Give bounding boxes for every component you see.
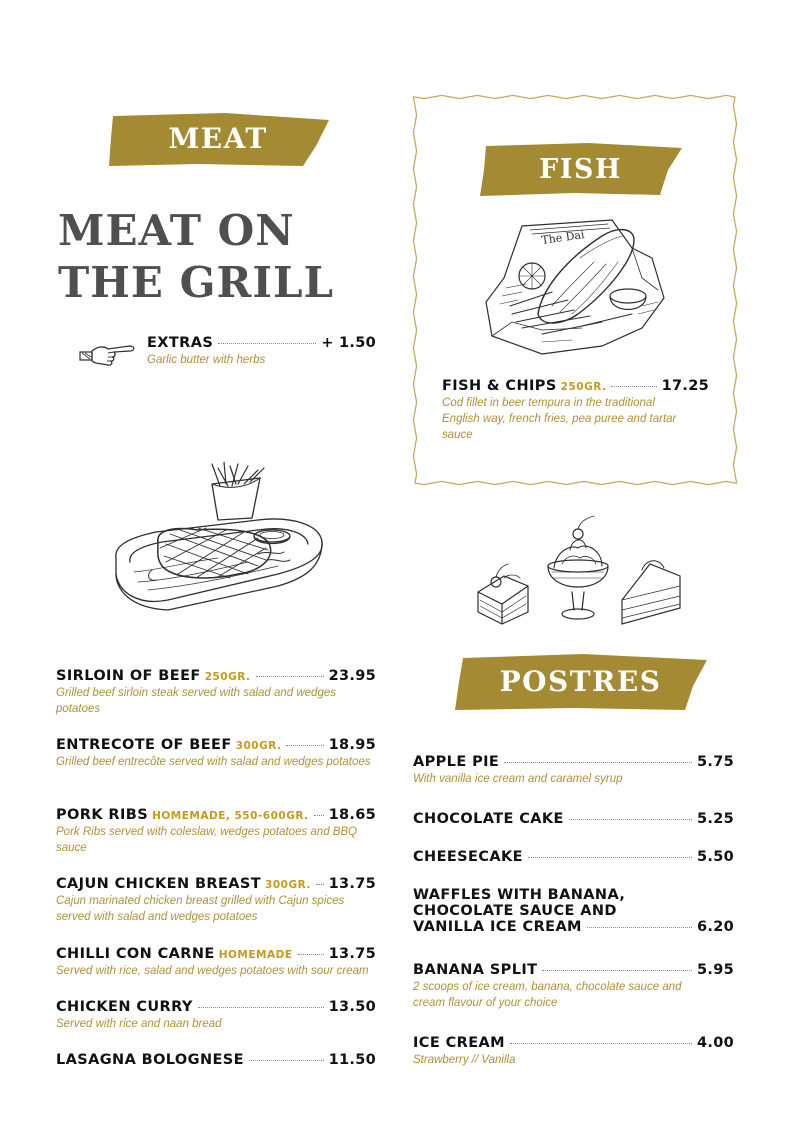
item-description: Served with rice, salad and wedges potatoes with sour cream — [56, 965, 369, 977]
item-name: CHILLI CON CARNE — [56, 946, 215, 962]
meat-banner — [107, 108, 329, 168]
item-name: LASAGNA BOLOGNESE — [56, 1052, 244, 1068]
menu-item-lasagna-bolognese — [56, 1052, 376, 1068]
dot-leader — [298, 954, 324, 955]
item-description: Cajun marinated chicken breast grilled with Cajun spices served with salad and wedges potatoes — [56, 895, 345, 923]
title-line-2: THE GRILL — [58, 258, 335, 307]
item-price: 6.20 — [697, 919, 734, 935]
item-price: 5.25 — [697, 811, 734, 827]
dot-leader — [504, 762, 692, 763]
item-name: FISH & CHIPS — [442, 378, 557, 394]
item-price: 23.95 — [328, 668, 376, 684]
item-name-line-2: CHOCOLATE SAUCE AND — [413, 903, 617, 919]
dot-leader — [611, 386, 656, 387]
item-badge: 300GR. — [235, 740, 282, 752]
item-name: ENTRECOTE OF BEEF — [56, 737, 232, 753]
item-name-line-1: WAFFLES WITH BANANA, — [413, 887, 626, 903]
menu-item-chocolate-cake — [413, 811, 734, 827]
item-price: 5.95 — [697, 962, 734, 978]
item-description: Grilled beef sirloin steak served with salad and wedges potatoes — [56, 687, 336, 715]
menu-item-chilli-con-carne — [56, 946, 376, 979]
dot-leader — [510, 1043, 692, 1044]
newspaper-text: The Dai — [540, 228, 586, 247]
fish-banner — [478, 140, 683, 198]
dot-leader — [316, 884, 324, 885]
fish-banner-label: FISH — [539, 153, 622, 185]
item-badge: 250GR. — [204, 671, 251, 683]
pointing-hand-icon — [78, 340, 138, 370]
menu-item-entrecote-of-beef — [56, 737, 376, 770]
item-price: 13.75 — [328, 876, 376, 892]
item-name: BANANA SPLIT — [413, 962, 538, 978]
menu-item-banana-split — [413, 962, 734, 1011]
item-name: PORK RIBS — [56, 807, 149, 823]
desserts-illustration — [474, 512, 688, 632]
dot-leader — [198, 1007, 324, 1008]
menu-item-fish-and-chips — [442, 378, 709, 443]
menu-item-sirloin-of-beef — [56, 668, 376, 717]
item-price: 13.50 — [328, 999, 376, 1015]
item-price: 13.75 — [328, 946, 376, 962]
item-description: Garlic butter with herbs — [147, 354, 266, 366]
extras-item — [147, 335, 376, 368]
item-description: With vanilla ice cream and caramel syrup — [413, 773, 623, 785]
item-price: 17.25 — [661, 378, 709, 394]
item-price: 11.50 — [328, 1052, 376, 1068]
menu-item-chicken-curry — [56, 999, 376, 1032]
item-price: 4.00 — [697, 1035, 734, 1051]
menu-item-waffles — [413, 887, 734, 935]
item-name: CHOCOLATE CAKE — [413, 811, 564, 827]
page-title — [58, 205, 334, 309]
item-description: Cod fillet in beer tempura in the traditional English way, french fries, pea puree and tartar sauce — [442, 397, 677, 441]
dot-leader — [314, 815, 324, 816]
title-line-1: MEAT ON — [58, 206, 295, 255]
dot-leader — [528, 857, 692, 858]
item-name-line-3: VANILLA ICE CREAM — [413, 919, 582, 935]
dot-leader — [542, 970, 692, 971]
dot-leader — [569, 819, 692, 820]
item-description: Strawberry // Vanilla — [413, 1054, 516, 1066]
item-name: CHEESECAKE — [413, 849, 523, 865]
item-name: CHICKEN CURRY — [56, 999, 193, 1015]
item-name: EXTRAS — [147, 335, 214, 351]
item-price: 18.65 — [328, 807, 376, 823]
menu-item-cajun-chicken-breast — [56, 876, 376, 925]
dot-leader — [587, 927, 692, 928]
item-name: CAJUN CHICKEN BREAST — [56, 876, 262, 892]
dot-leader — [286, 745, 323, 746]
dot-leader — [256, 676, 324, 677]
item-badge: 250GR. — [560, 381, 607, 393]
item-badge: HOMEMADE — [218, 949, 293, 961]
postres-banner — [453, 650, 708, 712]
steak-platter-illustration — [108, 462, 328, 622]
dot-leader — [249, 1060, 324, 1061]
menu-item-apple-pie — [413, 754, 734, 787]
item-price: 5.50 — [697, 849, 734, 865]
item-description: Pork Ribs served with coleslaw, wedges potatoes and BBQ sauce — [56, 826, 358, 854]
item-badge: HOMEMADE, 550-600GR. — [152, 810, 309, 822]
item-name: ICE CREAM — [413, 1035, 505, 1051]
item-badge: 300GR. — [265, 879, 311, 891]
menu-item-ice-cream — [413, 1035, 734, 1068]
dot-leader — [218, 343, 316, 344]
fish-and-chips-illustration — [482, 218, 667, 358]
item-price: + 1.50 — [321, 335, 376, 351]
menu-item-cheesecake — [413, 849, 734, 865]
item-price: 18.95 — [328, 737, 376, 753]
item-name: APPLE PIE — [413, 754, 500, 770]
item-description: 2 scoops of ice cream, banana, chocolate sauce and cream flavour of your choice — [413, 981, 682, 1009]
menu-item-pork-ribs — [56, 807, 376, 856]
postres-banner-label: POSTRES — [499, 664, 662, 698]
meat-banner-label: MEAT — [168, 121, 268, 155]
item-description: Grilled beef entrecôte served with salad and wedges potatoes — [56, 756, 371, 768]
item-price: 5.75 — [697, 754, 734, 770]
item-description: Served with rice and naan bread — [56, 1018, 222, 1030]
item-name: SIRLOIN OF BEEF — [56, 668, 201, 684]
